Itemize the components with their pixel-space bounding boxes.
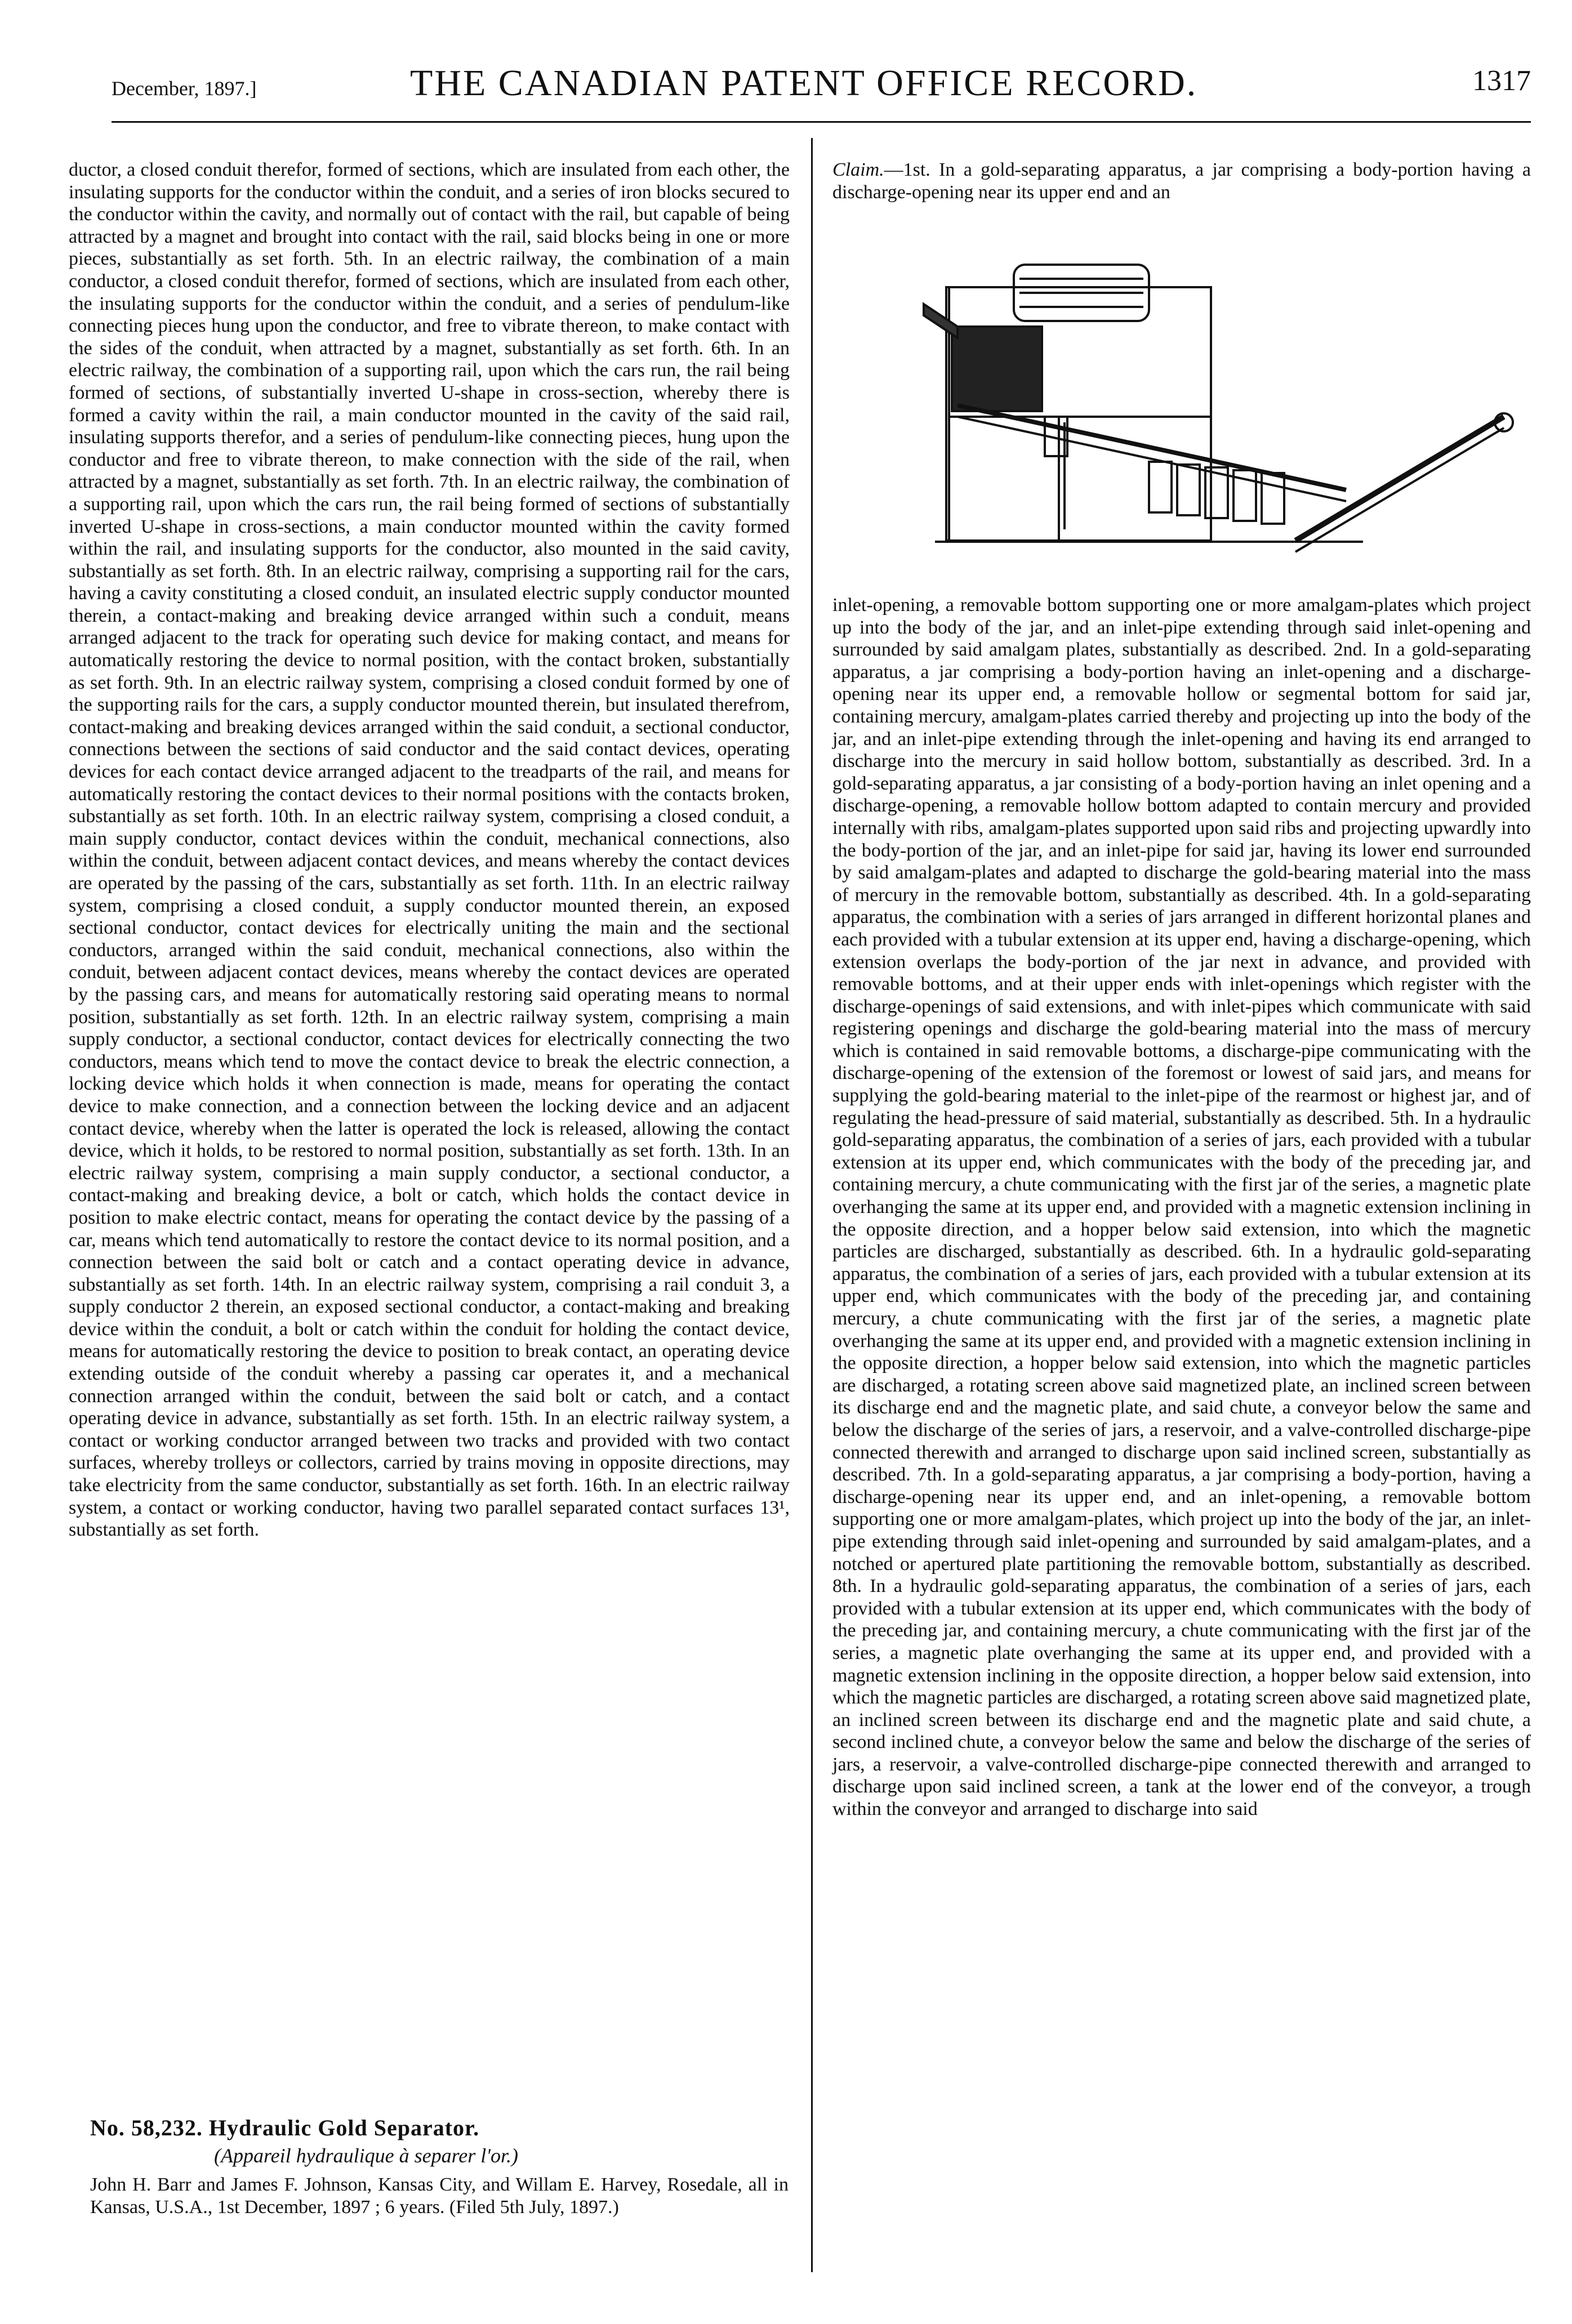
conveyor-belt bbox=[1295, 417, 1504, 541]
header-date: December, 1897.] bbox=[112, 77, 257, 100]
claim-label: Claim. bbox=[832, 159, 884, 180]
patent-heading: No. 58,232. Hydraulic Gold Separator. bbox=[90, 2115, 480, 2140]
patent-subtitle: (Appareil hydraulique à separer l'or.) bbox=[214, 2144, 518, 2167]
header-page-number: 1317 bbox=[1472, 65, 1531, 97]
left-column bbox=[69, 159, 790, 1541]
conveyor-belt-lower bbox=[1295, 428, 1504, 552]
claim-intro-text: —1st. In a gold-separating apparatus, a jar comprising a body-portion having a discharge-opening near its upper end and an bbox=[832, 159, 1531, 203]
jar bbox=[1262, 473, 1284, 524]
patent-inventors: John H. Barr and James F. Johnson, Kansas City, and Willam E. Harvey, Rosedale, all in Kansas, U.S.A., 1st December, 1897 ; 6 years. (Filed 5th July, 1897.) bbox=[90, 2174, 789, 2218]
header-title: THE CANADIAN PATENT OFFICE RECORD. bbox=[410, 63, 1198, 104]
claims-text: inlet-opening, a removable bottom supporting one or more amalgam-plates which project up into the body of the jar, and an inlet-pipe extending through said inlet-opening and surrounded by said amalgam plates, substantially as described. 2nd. In a gold-separating apparatus, a jar comprising a body-portion having an inlet-opening and a discharge-opening near its upper end, a removable hollow or segmental bottom for said jar, containing mercury, amalgam-plates carried thereby and projecting up into the body of the jar, and an inlet-pipe extending through the inlet-opening and having its end arranged to discharge into the mercury in said hollow bottom, substantially as described. 3rd. In a gold-separating apparatus, a jar consisting of a body-portion having an inlet opening and a discharge-opening, a removable hollow bottom adapted to contain mercury and provided internally with ribs, amalgam-plates supported upon said ribs and projecting upwardly into the body-portion of the jar, and an inlet-pipe for said jar, having its lower end surrounded by said amalgam-plates and adapted to discharge the gold-bearing material into the mass of mercury in the removable bottom, substantially as described. 4th. In a gold-separating apparatus, the combination with a series of jars arranged in different horizontal planes and each provided with a tubular extension at its upper end, having a discharge-opening, which extension overlaps the body-portion of the jar next in advance, and provided with removable bottoms, and at their upper ends with inlet-openings which register with the discharge-openings of said extensions, and with inlet-pipes which communicate with said registering openings and discharge the gold-bearing material into the mass of mercury which is contained in said removable bottoms, a discharge-pipe communicating with the discharge-opening of the extension of the foremost or lowest of said jars, and means for supplying the gold-bearing material to the inlet-pipe of the rearmost or highest jar, and of regulating the head-pressure of said material, substantially as described. 5th. In a hydraulic gold-separating apparatus, the combination of a series of jars, each provided with a tubular extension at its upper end, which communicates with the body of the preceding jar, and containing mercury, a chute communicating with the first jar of the series, a magnetic plate overhanging the same at its upper end, and provided with a magnetic extension inclining in the opposite direction, and a hopper below said extension, into which the magnetic particles are discharged, substantially as described. 6th. In a hydraulic gold-separating apparatus, the combination of a series of jars, each provided with a tubular extension at its upper end, which communicates with the body of the preceding jar, and containing mercury, a chute communicating with the first jar of the series, a magnetic plate overhanging the same at its upper end, and provided with a magnetic extension inclining in the opposite direction, a hopper below said extension, into which the magnetic particles are discharged, a rotating screen above said magnetized plate, an inclined screen between its discharge end and the magnetic plate, and said chute, a conveyor below the same and below the discharge of the series of jars, a reservoir, and a valve-controlled discharge-pipe connected therewith and arranged to discharge upon said inclined screen, substantially as described. 7th. In a gold-separating apparatus, a jar comprising a body-portion, having a discharge-opening near its upper end, and an inlet-opening, a removable bottom supporting one or more amalgam-plates, which project up into the body of the jar, an inlet-pipe extending through said inlet-opening and surrounded by said amalgam-plates, and a notched or apertured plate partitioning the removable bottom, substantially as described. 8th. In a hydraulic gold-separating apparatus, the combination of a series of jars, each provided with a tubular extension at its upper end, which communicates with the body of the preceding jar, and containing mercury, a chute communicating with the first jar of the series, a magnetic plate overhanging the same at its upper end, and provided with a magnetic extension inclining in the opposite direction, a hopper below said extension, into which the magnetic particles are discharged, a rotating screen above said magnetized plate, an inclined screen between its discharge end and the magnetic plate and said chute, a second inclined chute, a conveyor below the same and below the discharge of the series of jars, a reservoir, a valve-controlled discharge-pipe connected therewith and arranged to discharge upon said inclined screen, a tank at the lower end of the conveyor, a trough within the conveyor and arranged to discharge into said bbox=[832, 595, 1531, 1820]
column-divider bbox=[811, 138, 813, 2272]
gold-separator-drawing bbox=[822, 248, 1538, 580]
page-header bbox=[112, 62, 1531, 107]
jar bbox=[1177, 465, 1200, 515]
jar bbox=[1149, 462, 1172, 512]
inclined-chute bbox=[958, 405, 1346, 490]
left-column-text: ductor, a closed conduit therefor, formed of sections, which are insulated from each other, the insulating supports for the conductor within the conduit, and a series of iron blocks secured to the conductor within the cavity, and normally out of contact with the rail, but capable of being attracted by a magnet and brought into contact with the rail, said blocks being in one or more pieces, substantially as set forth. 5th. In an electric railway, the combination of a main conductor, a closed conduit therefor, formed of sections, which are insulated from each other, the insulating supports for the conductor within the conduit, and a series of pendulum-like connecting pieces hung upon the conductor, and free to vibrate thereon, to make contact with the sides of the conduit, when attracted by a magnet, substantially as set forth. 6th. In an electric railway, the combination of a supporting rail, upon which the cars run, the rail being formed of sections, of substantially inverted U-shape in cross-section, whereby there is formed a cavity within the rail, a main conductor mounted in the cavity of the said rail, insulating supports therefor, and a series of pendulum-like connecting pieces, hung upon the conductor and free to vibrate thereon, to make connection with the side of the rail, when attracted by a magnet, substantially as set forth. 7th. In an electric railway, the combination of a supporting rail, upon which the cars run, the rail being formed of sections of substantially inverted U-shape in cross-sections, a main conductor mounted within the cavity formed within the rail, and insulating supports for the conductor, also mounted in the said cavity, substantially as set forth. 8th. In an electric railway, comprising a supporting rail for the cars, having a cavity constituting a closed conduit, an insulated electric supply conductor mounted therein, a contact-making and breaking device arranged within such a conduit, means arranged adjacent to the track for operating such device for making contact, and means for automatically restoring the device to normal position, with the contact broken, substantially as set forth. 9th. In an electric railway system, comprising a closed conduit formed by one of the supporting rails for the cars, a supply conductor mounted therein, but insulated therefrom, contact-making and breaking devices arranged within the said conduit, a sectional conductor, connections between the sections of said conductor and the said contact devices, operating devices for each contact device arranged adjacent to the treadparts of the rail, and means for automatically restoring the contact devices to their normal positions with the contacts broken, substantially as set forth. 10th. In an electric railway system, comprising a closed conduit, a main supply conductor, contact devices within the conduit, mechanical connections, also within the conduit, between adjacent contact devices, and means whereby the contact devices are operated by the passing of the cars, substantially as set forth. 11th. In an electric railway system, comprising a closed conduit, a supply conductor mounted therein, an exposed sectional conductor, contact devices for electrically uniting the main and the sectional conductors, arranged within the said conduit, mechanical connections, also within the conduit, between adjacent contact devices, means whereby the contact devices are operated by the passing cars, and means for automatically restoring said operating means to normal position, substantially as set forth. 12th. In an electric railway system, comprising a main supply conductor, a sectional conductor, contact devices for electrically connecting the two conductors, means which tend to move the contact device to break the electric connection, a locking device which holds it when connection is made, means for operating the contact device to make connection, and a connection between the locking device and an adjacent contact device, whereby when the latter is operated the lock is released, allowing the contact device, which it holds, to be restored to normal position, substantially as set forth. 13th. In an electric railway system, comprising a main supply conductor, a sectional conductor, a contact-making and breaking device, a bolt or catch, which holds the contact device in position to make electric contact, means for operating the contact device by the passing of a car, means which tend automatically to restore the contact device to its normal position, and a connection between the said bolt or catch and a contact operating device in advance, substantially as set forth. 14th. In an electric railway system, comprising a rail conduit 3, a supply conductor 2 therein, an exposed sectional conductor, a contact-making and breaking device within the conduit, a bolt or catch within the conduit for holding the contact device, means for automatically restoring the device to position to break contact, an operating device extending outside of the conduit whereby a passing car operates it, and a mechanical connection arranged within the conduit, between the said bolt or catch, and a contact operating device in advance, substantially as set forth. 15th. In an electric railway system, a contact or working conductor arranged between two tracks and provided with two contact surfaces, whereby trolleys or collectors, carried by trains moving in opposite directions, may take electricity from the same conductor, substantially as set forth. 16th. In an electric railway system, a contact or working conductor, having two parallel separated contact surfaces 13¹, substantially as set forth. bbox=[69, 159, 790, 1541]
claim-intro-paragraph bbox=[832, 159, 1531, 203]
patent-drawing-icon bbox=[822, 248, 1538, 580]
claim-intro-block bbox=[832, 159, 1531, 203]
feed-chute bbox=[924, 304, 958, 338]
inclined-chute-lower bbox=[958, 417, 1346, 501]
claims-column bbox=[832, 594, 1531, 1821]
header-rule bbox=[112, 121, 1531, 123]
magnetic-hopper bbox=[952, 327, 1042, 411]
